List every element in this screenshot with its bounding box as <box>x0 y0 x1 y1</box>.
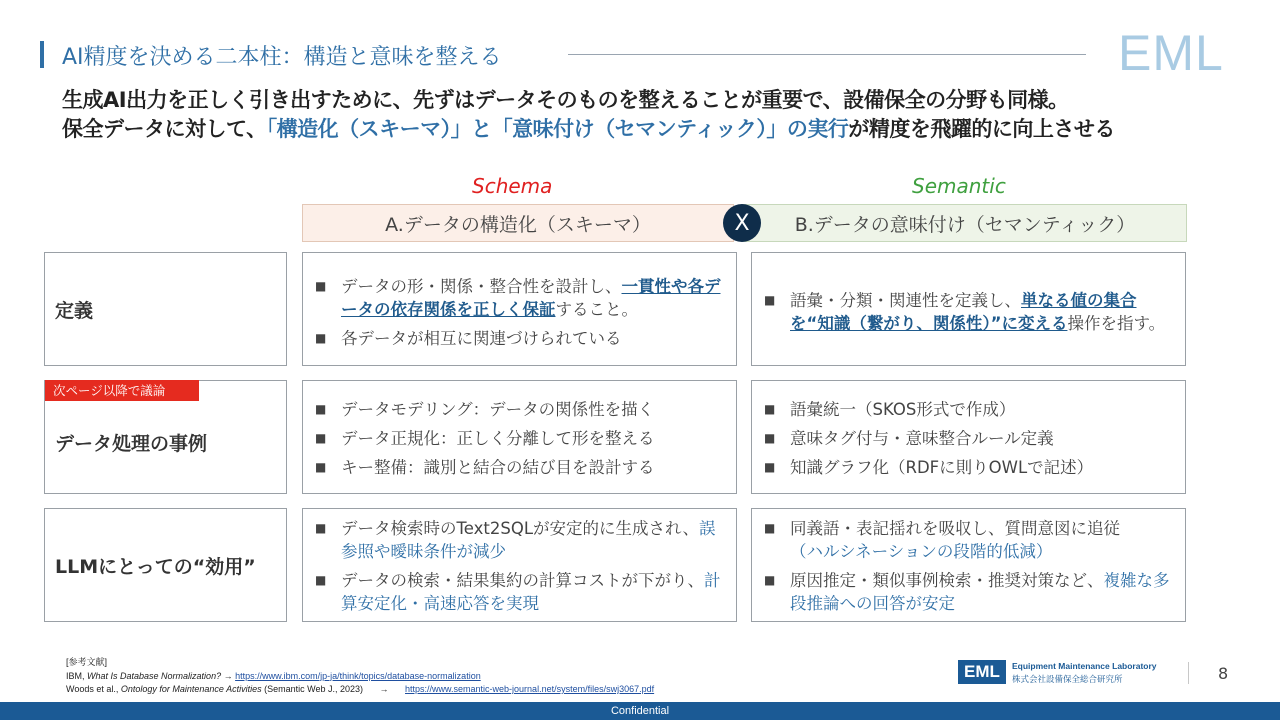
bullet-icon: ■ <box>764 521 776 535</box>
reference-link-woods[interactable]: https://www.semantic-web-journal.net/system/files/swj3067.pdf <box>405 684 655 694</box>
list-item <box>764 289 1171 335</box>
definition-schema-cell <box>302 252 737 366</box>
item-text: 知識グラフ化（RDFに則りOWLで記述） <box>790 458 1094 477</box>
item-text-tail: 操作を指す。 <box>1067 314 1166 333</box>
list-item <box>764 427 1171 450</box>
lead-line-2-post: が精度を飛躍的に向上させる <box>848 117 1115 141</box>
item-text: 意味タグ付与・意味整合ルール定義 <box>790 429 1054 448</box>
title-divider <box>568 54 1086 55</box>
item-emphasis: 単なる値の集合を“知識（繋がり、関係性）”に変える <box>790 291 1137 333</box>
company-logo-mark: EML <box>958 660 1006 684</box>
item-text: 語彙統一（SKOS形式で作成） <box>790 400 1016 419</box>
lead-line-2-pre: 保全データに対して、 <box>62 117 267 141</box>
bullet-icon: ■ <box>315 521 327 535</box>
next-page-tag: 次ページ以降で議論 <box>45 380 199 401</box>
reference-title: What Is Database Normalization? <box>87 670 222 681</box>
reference-link-ibm[interactable]: https://www.ibm.com/jp-ja/think/topics/database-normalization <box>235 670 481 681</box>
schema-label: Schema <box>472 174 553 198</box>
examples-semantic-cell <box>751 380 1186 494</box>
item-emphasis: 一貫性や各データの依存関係を正しく保証 <box>341 277 721 319</box>
list-item <box>764 517 1171 563</box>
list-item <box>315 275 722 321</box>
item-text: データモデリング：データの関係性を描く <box>341 400 655 419</box>
references <box>66 656 654 697</box>
list-item <box>764 569 1171 615</box>
title-accent-bar <box>40 41 44 68</box>
list-item <box>315 427 722 450</box>
bullet-icon: ■ <box>315 460 327 474</box>
item-text: データ検索時のText2SQLが安定的に生成され、 <box>341 519 700 538</box>
lead-line-1: 生成AI出力を正しく引き出すために、先ずはデータそのものを整えることが重要で、設備保全の分野も同様。 <box>62 88 1069 112</box>
reference-title: Ontology for Maintenance Activities <box>120 684 262 694</box>
eml-logo: EML <box>1118 25 1224 81</box>
list-item <box>315 327 722 350</box>
item-text: データの検索・結果集約の計算コストが下がり、 <box>341 571 704 590</box>
arrow-icon: → <box>379 684 389 694</box>
bullet-icon: ■ <box>315 331 327 345</box>
list-item <box>315 398 722 421</box>
page-title: AI精度を決める二本柱：構造と意味を整える <box>62 45 502 70</box>
bullet-icon: ■ <box>764 293 776 307</box>
bullet-icon: ■ <box>764 460 776 474</box>
item-text: 各データが相互に関連づけられている <box>341 329 622 348</box>
item-text-tail: すること。 <box>555 300 638 319</box>
bullet-icon: ■ <box>315 431 327 445</box>
semantic-label: Semantic <box>912 174 1006 198</box>
footer-divider <box>1188 662 1189 684</box>
examples-schema-cell <box>302 380 737 494</box>
column-header-semantic: B.データの意味付け（セマンティック） <box>743 204 1187 242</box>
item-text: 同義語・表記揺れを吸収し、質問意図に追従 <box>790 519 1120 538</box>
item-text: キー整備：識別と結合の結び目を設計する <box>341 458 655 477</box>
list-item <box>315 456 722 479</box>
company-name-jp: 株式会社設備保全総合研究所 <box>1012 675 1123 685</box>
item-text: 原因推定・類似事例検索・推奨対策など、 <box>790 571 1104 590</box>
column-header-schema: A.データの構造化（スキーマ） <box>302 204 734 242</box>
item-text: データの形・関係・整合性を設計し、 <box>341 277 622 296</box>
list-item <box>764 456 1171 479</box>
references-heading: [参考文献] <box>66 657 108 667</box>
bullet-icon: ■ <box>764 402 776 416</box>
bullet-icon: ■ <box>315 279 327 293</box>
bullet-icon: ■ <box>764 431 776 445</box>
row-label-definition: 定義 <box>44 252 287 366</box>
arrow-icon: → <box>221 670 236 681</box>
item-emphasis: 誤参照や曖昧条件が減少 <box>341 519 716 561</box>
company-name-en: Equipment Maintenance Laboratory <box>1012 661 1157 671</box>
row-label-llm-utility: LLMにとっての“効用” <box>44 508 287 622</box>
definition-semantic-cell <box>751 252 1186 366</box>
reference-ibm: IBM, What Is Database Normalization? → https://www.ibm.com/jp-ja/think/topics/database-normalization <box>66 670 481 681</box>
llm-semantic-cell <box>751 508 1186 622</box>
bullet-icon: ■ <box>315 573 327 587</box>
bullet-icon: ■ <box>764 573 776 587</box>
lead-line-2 <box>62 115 1115 144</box>
list-item <box>315 569 722 615</box>
reference-woods: Woods et al., Ontology for Maintenance Activities (Semantic Web J., 2023) → https://www.semantic-web-journal.net/system/files/swj3067.pdf <box>66 683 654 697</box>
lead-text <box>62 86 1115 144</box>
item-emphasis: 計算安定化・高速応答を実現 <box>341 571 721 613</box>
confidential-footer: Confidential <box>0 702 1280 720</box>
page-number: 8 <box>1218 664 1229 683</box>
item-text: 語彙・分類・関連性を定義し、 <box>790 291 1021 310</box>
list-item <box>764 398 1171 421</box>
row-label-examples: データ処理の事例 <box>44 380 287 494</box>
item-emphasis: 複雑な多段推論への回答が安定 <box>790 571 1170 613</box>
lead-line-2-highlight: 「構造化（スキーマ）」と「意味付け（セマンティック）」の実行 <box>266 117 849 141</box>
cross-operator-badge: X <box>723 204 761 242</box>
llm-schema-cell <box>302 508 737 622</box>
bullet-icon: ■ <box>315 402 327 416</box>
item-text: データ正規化：正しく分離して形を整える <box>341 429 655 448</box>
list-item <box>315 517 722 563</box>
item-emphasis: （ハルシネーションの段階的低減） <box>790 542 1053 561</box>
